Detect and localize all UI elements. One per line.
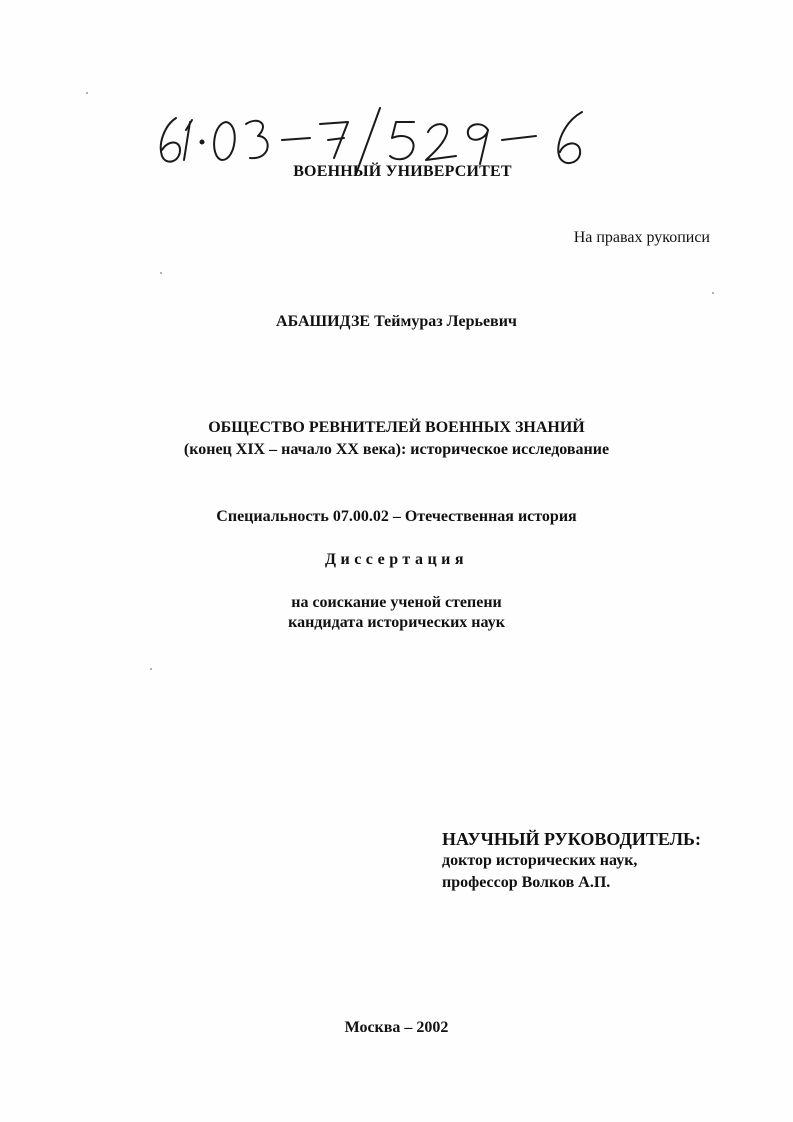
supervisor-name: профессор Волков А.П. <box>442 874 611 891</box>
supervisor-title: НАУЧНЫЙ РУКОВОДИТЕЛЬ: <box>442 829 701 849</box>
scan-speck <box>160 272 162 274</box>
specialty-line: Специальность 07.00.02 – Отечественная история <box>216 508 577 525</box>
document-type: Диссертация <box>324 551 469 568</box>
supervisor-degree: доктор исторических наук, <box>442 852 638 869</box>
scan-speck <box>150 668 152 670</box>
university-name: ВОЕННЫЙ УНИВЕРСИТЕТ <box>293 163 512 180</box>
dissertation-title-line2: (конец XIX – начало XX века): историческое исследование <box>183 441 610 458</box>
author-name: АБАШИДЗЕ Теймураз Лерьевич <box>276 313 517 330</box>
dissertation-title-line1: ОБЩЕСТВО РЕВНИТЕЛЕЙ ВОЕННЫХ ЗНАНИЙ <box>208 419 585 436</box>
degree-line2: кандидата исторических наук <box>288 614 505 631</box>
scan-speck <box>712 292 714 294</box>
city-year: Москва – 2002 <box>344 1019 449 1036</box>
supervisor-block <box>442 828 701 894</box>
manuscript-note: На правах рукописи <box>573 229 710 246</box>
degree-line1: на соискание ученой степени <box>291 594 502 611</box>
scan-speck <box>86 92 88 94</box>
